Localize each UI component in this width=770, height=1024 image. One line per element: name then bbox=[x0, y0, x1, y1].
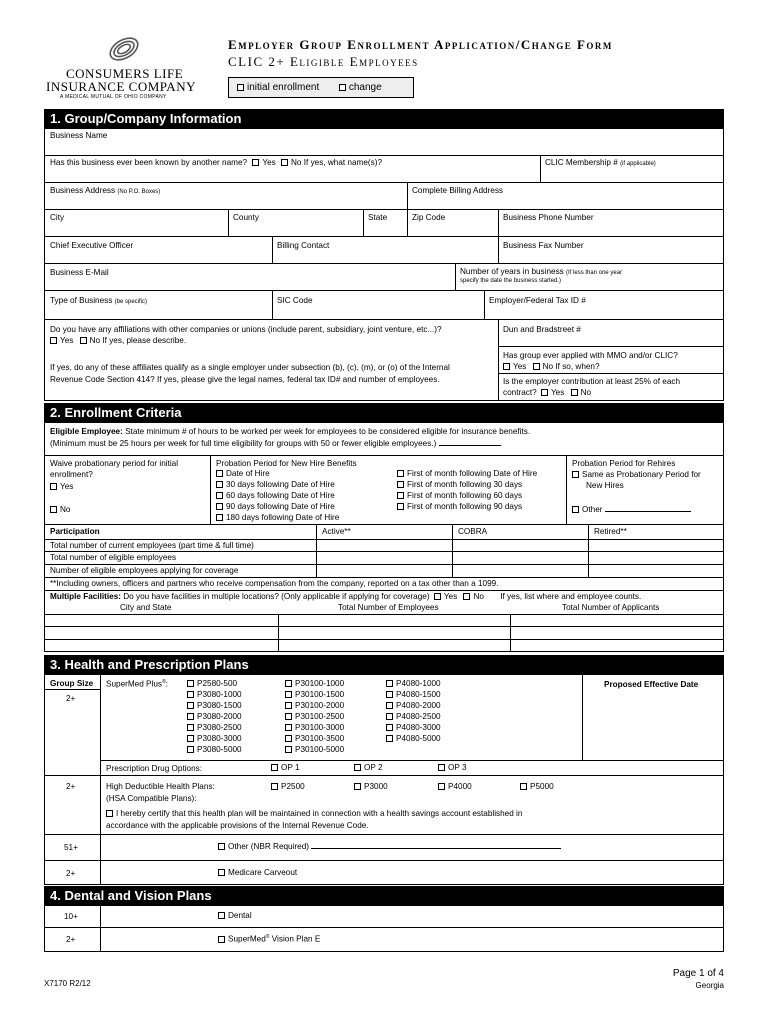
section-2-frame bbox=[44, 422, 724, 652]
group-size-header: Group Size bbox=[50, 679, 94, 688]
eligible-employee-text: Eligible Employee: State minimum # of hours to be worked per week for employees to be considered eligible for insurance benefits. bbox=[50, 427, 531, 436]
single-employer-text-1: If yes, do any of these affiliates qualify as a single employer under subsection (b), (c), (m), or (o) of the Internal bbox=[50, 363, 450, 372]
hdhp-option[interactable]: P3000 bbox=[354, 782, 388, 792]
plan-option[interactable]: P4080-1000 bbox=[386, 679, 441, 690]
mmo-no-checkbox[interactable] bbox=[533, 363, 540, 370]
form-subtitle: CLIC 2+ Eligible Employees bbox=[228, 54, 419, 69]
waive-label-2: enrollment? bbox=[50, 470, 93, 479]
plan-option[interactable]: P30100-3500 bbox=[285, 734, 344, 745]
plan-option[interactable]: P30100-2500 bbox=[285, 712, 344, 723]
known-no-checkbox[interactable] bbox=[281, 159, 288, 166]
enrollment-type-box bbox=[228, 77, 414, 98]
group-size-51plus: 51+ bbox=[64, 843, 78, 852]
hdhp-option[interactable]: P2500 bbox=[271, 782, 305, 792]
affiliations-question: Do you have any affiliations with other companies or unions (include parent, subsidiary, joint venture, etc...)? bbox=[50, 325, 442, 334]
group-size-2plus-c: 2+ bbox=[66, 935, 76, 944]
rehire-same: Same as Probationary Period for bbox=[572, 470, 701, 480]
sic-code-label: SIC Code bbox=[277, 296, 313, 305]
mmo-question: Has group ever applied with MMO and/or CLIC? bbox=[503, 351, 678, 360]
probation-option[interactable]: 30 days following Date of Hire bbox=[216, 480, 339, 491]
plan-option[interactable]: P3080-1500 bbox=[187, 701, 242, 712]
ceo-label: Chief Executive Officer bbox=[50, 241, 134, 250]
logo-name-2: INSURANCE COMPANY bbox=[46, 79, 196, 94]
hdhp-option[interactable]: P4000 bbox=[438, 782, 472, 792]
logo-name: CONSUMERS LIFE bbox=[66, 66, 184, 81]
hsa-certify-checkbox[interactable] bbox=[106, 810, 113, 817]
waive-label: Waive probationary period for initial bbox=[50, 459, 179, 468]
table-row: Total number of current employees (part time & full time) bbox=[50, 541, 254, 550]
plan-option[interactable]: P3080-2500 bbox=[187, 723, 242, 734]
medicare-carveout-option[interactable]: Medicare Carveout bbox=[218, 868, 297, 878]
business-name-label: Business Name bbox=[50, 131, 108, 140]
probation-option[interactable]: First of month following 30 days bbox=[397, 480, 537, 491]
zip-label: Zip Code bbox=[412, 213, 446, 222]
years-in-business-label: Number of years in business (If less than one year bbox=[460, 267, 623, 276]
probation-option[interactable]: 180 days following Date of Hire bbox=[216, 513, 339, 524]
group-size-2plus: 2+ bbox=[66, 694, 76, 703]
participation-header: Participation bbox=[50, 527, 100, 536]
total-employees-header: Total Number of Employees bbox=[338, 603, 439, 612]
probation-option[interactable]: 60 days following Date of Hire bbox=[216, 491, 339, 502]
mmo-options: Yes No If so, when? bbox=[503, 362, 600, 372]
plan-option[interactable]: P2580-500 bbox=[187, 679, 242, 690]
form-title: Employer Group Enrollment Application/Change Form bbox=[228, 37, 613, 52]
billing-address-label: Complete Billing Address bbox=[412, 186, 504, 195]
plan-option[interactable]: P30100-2000 bbox=[285, 701, 344, 712]
known-as-question: Has this business ever been known by another name? Yes No If yes, what name(s)? bbox=[50, 158, 383, 167]
group-size-2plus-b: 2+ bbox=[66, 869, 76, 878]
known-yes-checkbox[interactable] bbox=[252, 159, 259, 166]
section-4-frame bbox=[44, 905, 724, 952]
plan-option[interactable]: P4080-1500 bbox=[386, 690, 441, 701]
rehire-other-checkbox[interactable] bbox=[572, 506, 579, 513]
probation-option[interactable]: First of month following 90 days bbox=[397, 502, 537, 513]
initial-enrollment-checkbox[interactable] bbox=[237, 84, 244, 91]
cobra-header: COBRA bbox=[458, 527, 488, 536]
contribution-question: Is the employer contribution at least 25% of each bbox=[503, 377, 681, 386]
plans-col-3 bbox=[386, 679, 441, 745]
probation-title: Probation Period for New Hire Benefits bbox=[216, 459, 357, 468]
waive-yes-checkbox[interactable] bbox=[50, 483, 57, 490]
hsa-certify-text: I hereby certify that this health plan will be maintained in connection with a health savings account established in bbox=[106, 809, 522, 819]
rx-option-3[interactable]: OP 3 bbox=[438, 763, 467, 773]
effective-date-header: Proposed Effective Date bbox=[604, 680, 699, 689]
other-nbr-option[interactable]: Other (NBR Required) bbox=[218, 842, 561, 852]
waive-no-checkbox[interactable] bbox=[50, 506, 57, 513]
hdhp-label: High Deductible Health Plans: bbox=[106, 782, 215, 791]
clic-membership-label: CLIC Membership # (if applicable) bbox=[545, 158, 656, 167]
eligible-employee-text-2: (Minimum must be 25 hours per week for full time eligibility for groups with 50 or fewer eligible employees.) bbox=[50, 439, 501, 449]
years-note: specify the date the business started.) bbox=[460, 278, 562, 284]
city-state-header: City and State bbox=[120, 603, 172, 612]
table-row: Total number of eligible employees bbox=[50, 553, 177, 562]
rx-option-1[interactable]: OP 1 bbox=[271, 763, 300, 773]
logo-subtitle: A MEDICAL MUTUAL OF OHIO COMPANY bbox=[60, 94, 167, 100]
group-size-10plus: 10+ bbox=[64, 912, 78, 921]
waive-no: No bbox=[50, 505, 70, 515]
business-fax-label: Business Fax Number bbox=[503, 241, 584, 250]
single-employer-text-2: Revenue Code Section 414? If yes, please give the legal names, federal tax ID# and number of employees. bbox=[50, 375, 440, 384]
state-label: State bbox=[368, 213, 388, 222]
section-3-header: 3. Health and Prescription Plans bbox=[44, 655, 724, 674]
business-address-label: Business Address (No P.O. Boxes) bbox=[50, 186, 161, 195]
affil-no-checkbox[interactable] bbox=[80, 337, 87, 344]
company-logo bbox=[44, 32, 204, 104]
probation-option[interactable]: First of month following 60 days bbox=[397, 491, 537, 502]
probation-option[interactable]: Date of Hire bbox=[216, 469, 339, 480]
rx-options-label: Prescription Drug Options: bbox=[106, 764, 203, 773]
supermed-label: SuperMed Plus®: bbox=[106, 679, 168, 689]
plan-option[interactable]: P4080-3000 bbox=[386, 723, 441, 734]
contrib-no-checkbox[interactable] bbox=[571, 389, 578, 396]
plan-option[interactable]: P30100-1000 bbox=[285, 679, 344, 690]
plans-col-2 bbox=[285, 679, 344, 756]
section-2-header: 2. Enrollment Criteria bbox=[44, 403, 724, 422]
section-4-header: 4. Dental and Vision Plans bbox=[44, 886, 724, 905]
affil-yes-checkbox[interactable] bbox=[50, 337, 57, 344]
rehire-same-2: New Hires bbox=[586, 481, 624, 490]
dun-bradstreet-label: Dun and Bradstreet # bbox=[503, 325, 581, 334]
dental-option[interactable]: Dental bbox=[218, 911, 252, 921]
plan-option[interactable]: P30100-1500 bbox=[285, 690, 344, 701]
plan-option[interactable]: P3080-3000 bbox=[187, 734, 242, 745]
plan-option[interactable]: P4080-5000 bbox=[386, 734, 441, 745]
form-number: X7170 R2/12 bbox=[44, 979, 91, 988]
plan-option[interactable]: P3080-1000 bbox=[187, 690, 242, 701]
billing-contact-label: Billing Contact bbox=[277, 241, 330, 250]
city-label: City bbox=[50, 213, 65, 222]
probation-option[interactable]: 90 days following Date of Hire bbox=[216, 502, 339, 513]
multi-yes-checkbox[interactable] bbox=[434, 593, 441, 600]
active-header: Active** bbox=[322, 527, 351, 536]
change-checkbox[interactable] bbox=[339, 84, 346, 91]
multiple-facilities-question: Multiple Facilities: Do you have facilities in multiple locations? (Only applicable if applying for coverage) Yes No If yes, list where and employee counts. bbox=[50, 592, 642, 601]
section-1-header: 1. Group/Company Information bbox=[44, 109, 724, 128]
probation-option[interactable]: First of month following Date of Hire bbox=[397, 469, 537, 480]
county-label: County bbox=[233, 213, 259, 222]
change-label: change bbox=[348, 82, 382, 93]
total-applicants-header: Total Number of Applicants bbox=[562, 603, 660, 612]
hdhp-label-2: (HSA Compatible Plans): bbox=[106, 794, 197, 803]
business-email-label: Business E-Mail bbox=[50, 268, 109, 277]
hdhp-group-size: 2+ bbox=[66, 782, 76, 791]
plans-col-1 bbox=[187, 679, 242, 756]
section-3-frame bbox=[44, 674, 724, 885]
business-name-field[interactable] bbox=[44, 128, 724, 155]
rehire-title: Probation Period for Rehires bbox=[572, 459, 676, 468]
rehire-same-checkbox[interactable] bbox=[572, 471, 579, 478]
rehire-other: Other bbox=[572, 505, 691, 515]
multi-no-checkbox[interactable] bbox=[463, 593, 470, 600]
mmo-yes-checkbox[interactable] bbox=[503, 363, 510, 370]
business-phone-label: Business Phone Number bbox=[503, 213, 594, 222]
contribution-options: contract? Yes No bbox=[503, 388, 592, 397]
probation-options-b bbox=[397, 469, 537, 513]
page-number: Page 1 of 4 bbox=[672, 968, 724, 979]
state-label-footer: Georgia bbox=[695, 981, 724, 990]
plan-option[interactable]: P3080-5000 bbox=[187, 745, 242, 756]
plan-option[interactable]: P3080-2000 bbox=[187, 712, 242, 723]
compensation-note: **Including owners, officers and partners who receive compensation from the company, reported on a tax other than a 1099. bbox=[50, 579, 499, 588]
logo-swirl-icon bbox=[104, 32, 144, 66]
contrib-yes-checkbox[interactable] bbox=[541, 389, 548, 396]
waive-yes: Yes bbox=[50, 482, 73, 492]
initial-enrollment-label: initial enrollment bbox=[247, 82, 320, 93]
hdhp-option[interactable]: P5000 bbox=[520, 782, 554, 792]
table-row: Number of eligible employees applying for coverage bbox=[50, 566, 239, 575]
tax-id-label: Employer/Federal Tax ID # bbox=[489, 296, 586, 305]
plan-option[interactable]: P30100-5000 bbox=[285, 745, 344, 756]
probation-options bbox=[216, 469, 339, 524]
business-type-label: Type of Business (be specific) bbox=[50, 296, 147, 305]
vision-option[interactable]: SuperMed® Vision Plan E bbox=[218, 934, 320, 945]
plan-option[interactable]: P30100-3000 bbox=[285, 723, 344, 734]
hsa-certify-text-2: accordance with the applicable provisions of the Internal Revenue Code. bbox=[106, 821, 369, 830]
retired-header: Retired** bbox=[594, 527, 627, 536]
plan-option[interactable]: P4080-2000 bbox=[386, 701, 441, 712]
plan-option[interactable]: P4080-2500 bbox=[386, 712, 441, 723]
rx-option-2[interactable]: OP 2 bbox=[354, 763, 383, 773]
affiliations-options: Yes No If yes, please describe. bbox=[50, 336, 186, 346]
